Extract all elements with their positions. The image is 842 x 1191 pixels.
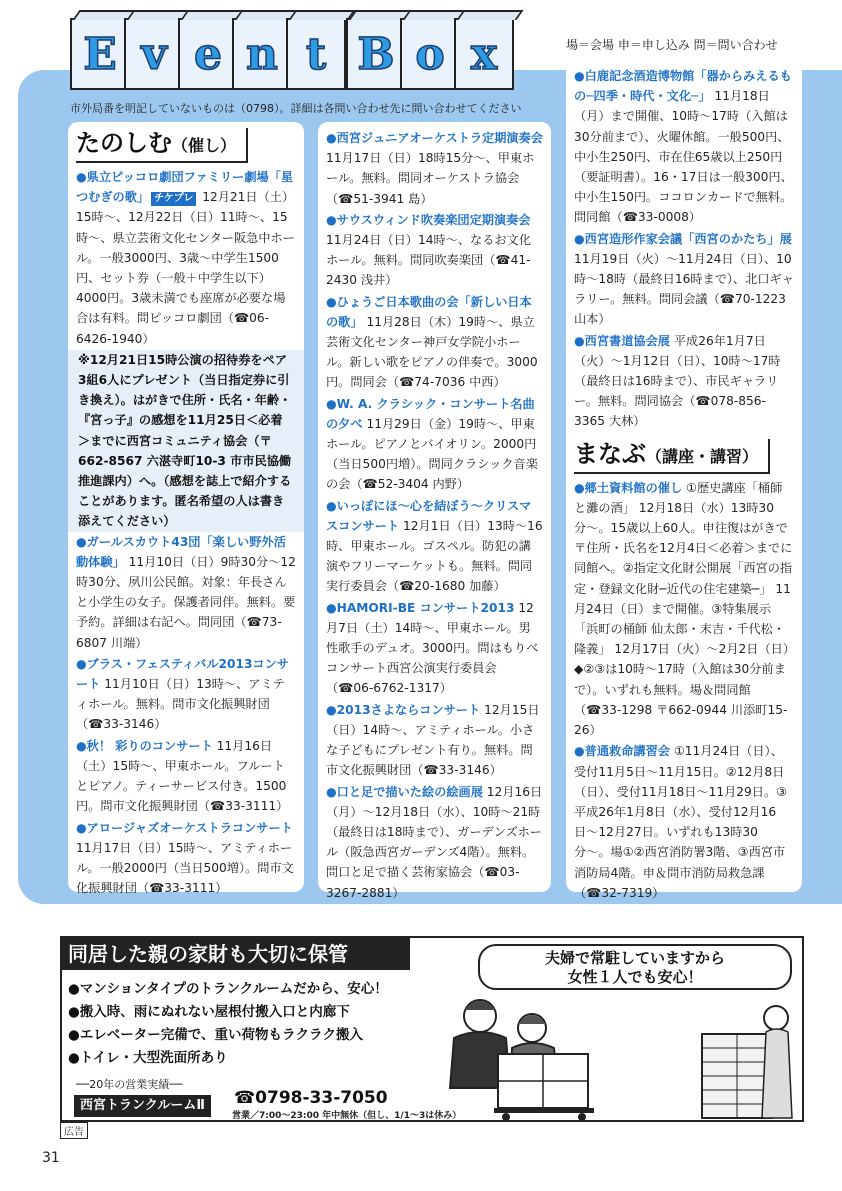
event-title: ●サウスウィンド吹奏楽団定期演奏会 [326, 212, 531, 227]
column-1 [68, 122, 304, 896]
event-title: ●普通救命講習会 [574, 744, 670, 759]
ad-headline: 同居した親の家財も大切に保管 [62, 938, 410, 970]
title-letter: t [286, 18, 346, 90]
event-item [326, 598, 543, 699]
event-item [326, 210, 543, 291]
event-title: ●西宮書道協会展 [574, 333, 670, 348]
trunk-room-advertisement [60, 936, 804, 1122]
event-item [326, 782, 543, 903]
event-body: 11月16日（土）15時〜、甲東ホール。フルートとピアノ。ティーサービス付き。1500円。問市文化振興財団（☎33-3111） [76, 738, 289, 814]
title-letter: e [178, 18, 238, 90]
event-item [574, 741, 794, 903]
event-body: 12月16日（月）〜12月18日（水）、10時〜21時（最終日は18時まで）、ガーデンズホール（阪急西宮ガーデンズ4階）。無料。問口と足で描く芸術家協会（☎03-3267-2881） [326, 784, 543, 900]
ad-bubble-line: 夫婦で常駐していますから [544, 949, 725, 967]
column-3 [566, 60, 802, 900]
event-body: 11月29日（金）19時〜、甲東ホール。ピアノとバイオリン。2000円（当日500円増）。問同クラシック音楽の会（☎52-3404 内野） [326, 416, 538, 492]
event-body: 11月24日（日）14時〜、なるお文化ホール。無料。問同吹奏楽団（☎41-2430 浅井） [326, 233, 531, 288]
event-body: 12月7日（土）14時〜、甲東ホール。男性歌手のデュオ。3000円。問はもりべコンサート西宮公演実行委員会（☎06-6762-1317） [326, 600, 539, 696]
event-body: 11月17日（日）15時〜、アミティホール。一般2000円（当日500増）。問市文化振興財団（☎33-3111） [76, 840, 294, 896]
event-body: 12月15日（日）14時〜、アミティホール。小さな子どもにプレゼント有り。無料。問市文化振興財団（☎33-3146） [326, 702, 540, 778]
event-item [574, 229, 794, 330]
event-item [326, 292, 543, 393]
event-item [326, 394, 543, 495]
event-item [326, 496, 543, 597]
event-item [326, 128, 543, 209]
event-item [326, 700, 543, 781]
title-letter: B [346, 18, 406, 90]
event-body: ①歴史講座「桶師と灘の酒」 12月18日（水）13時30分〜。15歳以上60人。申往復はがきで〒住所・氏名を12月4日＜必着＞までに同館へ。②指定文化財公開展「西宮の指定・登録文化財─近代の住宅建築─」 11月24日（日）まで開催。③特集展示「浜町の桶師 仙太郎・末吉・千代松・隆義」 12月17日（火）〜2月2日（日）◆②③は10時〜17時（入館は30分前まで）。いずれも無料。場＆問同館（☎33-1298 〒662-0944 川添町15-26） [574, 480, 793, 738]
event-title: ●西宮ジュニアオーケストラ定期演奏会 [326, 131, 543, 145]
event-item [574, 331, 794, 432]
title-letter: x [454, 18, 514, 90]
event-body: ①11月24日（日）、受付11月5日〜11月15日。②12月8日（日）、受付11月18日〜11月29日。③平成26年1月8日（水）、受付12月16日〜12月27日。いずれも13時30分〜。場①②西宮消防署3階、③西宮市消防局4階。申＆問市消防局救急課（☎32-7319） [574, 744, 788, 900]
abbreviation-legend: 場＝会場 申＝申し込み 問＝問い合わせ [566, 38, 778, 52]
event-box-title [70, 18, 500, 94]
event-body: 11月10日（日）9時30分〜12時30分、夙川公民館。対象：年長さんと小学生の女子。保護者同伴。無料。要予約。詳細は右記へ。問同団（☎73-6807 川端） [76, 554, 296, 650]
ad-company-name: 西宮トランクルームⅡ [74, 1095, 211, 1117]
event-item [574, 66, 794, 228]
event-title: ●いっぽにほ〜心を結ぼう〜クリスマスコンサート [326, 498, 532, 533]
section-heading-tanoshimu: たのしむ（催し） [76, 128, 248, 163]
section-heading-manabu: まなぶ（講座・講習） [574, 439, 770, 474]
ad-bubble-line: 女性１人でも安心！ [567, 968, 703, 986]
event-title: ●ひょうご日本歌曲の会「新しい日本の歌」 [326, 294, 532, 329]
event-item [574, 478, 794, 741]
event-title: ●秋！ 彩りのコンサート [76, 738, 213, 753]
event-item [76, 167, 296, 349]
ad-phone-number: ☎0798-33-7050 [234, 1088, 388, 1108]
event-title: ●郷土資料館の催し [574, 480, 683, 495]
title-letter: v [124, 18, 184, 90]
ad-speech-bubble [478, 944, 792, 990]
event-title: ●県立ピッコロ劇団ファミリー劇場「星つむぎの歌」 [76, 170, 294, 205]
event-body: 11月18日（月）まで開催、10時〜17時（入館は30分前まで）、火曜休館。一般500円、中小生250円、市在住65歳以上250円（要証明書）。16・17日は一般300円、中小生150円。ココロンカードで無料。問同館（☎33-0008） [574, 89, 793, 225]
ad-feature-item: ●トイレ・大型洗面所あり [68, 1050, 228, 1066]
event-body: 11月28日（木）19時〜、県立芸術文化センター神戸女学院小ホール。新しい歌をピアノの伴奏で。3000円。問同会（☎74-7036 中西） [326, 314, 538, 390]
event-item [76, 654, 296, 735]
event-title: ●W. A. クラシック・コンサート名曲の夕べ [326, 396, 535, 431]
event-body: 11月10日（日）13時〜、アミティホール。無料。問市文化振興財団（☎33-3146） [76, 677, 285, 732]
ad-feature-item: ●マンションタイプのトランクルームだから、安心！ [68, 981, 388, 997]
event-title: ●2013さよならコンサート [326, 702, 481, 717]
ad-feature-item: ●エレベーター完備で、重い荷物もラクラク搬入 [68, 1027, 364, 1043]
event-title: ●HAMORI-BE コンサート2013 [326, 600, 515, 615]
column-2 [318, 122, 551, 900]
ticket-present-badge: チケプレ [151, 192, 196, 206]
event-body: 平成26年1月7日（火）〜1月12日（日）、10時〜17時（最終日は16時まで）、市民ギャラリー。無料。問同協会（☎078-856-3365 大林） [574, 333, 781, 429]
title-letter: n [232, 18, 292, 90]
ad-label: 広告 [60, 1122, 88, 1139]
ad-feature-item: ●搬入時、雨にぬれない屋根付搬入口と内廊下 [68, 1004, 350, 1020]
page-number: 31 [42, 1150, 60, 1166]
event-body: 11月17日（日）18時15分〜、甲東ホール。無料。問同オーケストラ協会（☎51-3941 島） [326, 151, 535, 206]
event-title: ●西宮造形作家会議「西宮のかたち」展 [574, 231, 792, 246]
event-item [76, 736, 296, 817]
event-title: ●白鹿記念酒造博物館「器からみえるもの─四季・時代・文化─」 [574, 69, 792, 104]
ad-track-record: ──20年の営業実績── [76, 1078, 183, 1091]
ad-feature-list [68, 978, 388, 1070]
event-body: 11月19日（火）〜11月24日（日）、10時〜18時（最終日16時まで）、北口ギャラリー。無料。問同会議（☎70-1223 山本） [574, 251, 794, 327]
event-body: 12月1日（日）13時〜16時、甲東ホール。ゴスペル。防犯の講演やフリーマーケットも。無料。問同実行委員会（☎20-1680 加藤） [326, 518, 543, 594]
event-title: ●ブラス・フェスティバル2013コンサート [76, 656, 289, 692]
event-title: ●ガールスカウト43団「楽しい野外活動体験」 [76, 534, 286, 569]
title-letter: E [70, 18, 130, 90]
area-code-notice: 市外局番を明記していないものは（0798）。詳細は各問い合わせ先に問い合わせてください [70, 102, 522, 115]
event-title: ●口と足で描いた絵の絵画展 [326, 784, 483, 799]
ticket-present-notice: ※12月21日15時公演の招待券をペア3組6人にプレゼント（当日指定券に引き換え）。はがきで住所・氏名・年齢・『宮っ子』の感想を11月25日＜必着＞までに西宮コミュニティ協会（〒662-8567 六湛寺町10-3 市市民協働推進課内）へ。（感想を誌上で紹介することがあります。匿名希望の人は書き添えてください） [68, 350, 304, 532]
event-title: ●アロージャズオーケストラコンサート [76, 820, 293, 835]
event-item [76, 818, 296, 899]
event-body: 12月21日（土）15時〜、12月22日（日）11時〜、15時〜、県立芸術文化センター阪急中ホール。一般3000円、3歳〜中学生1500円、セット券（一般＋中学生以下）4000円。3歳未満でも座席が必要な場合は有料。問ピッコロ劇団（☎06-6426-1940） [76, 190, 295, 346]
title-letter: o [400, 18, 460, 90]
ad-business-hours: 営業／7:00〜23:00 年中無休（但し、1/1〜3は休み） [232, 1111, 462, 1121]
event-item [76, 532, 296, 653]
